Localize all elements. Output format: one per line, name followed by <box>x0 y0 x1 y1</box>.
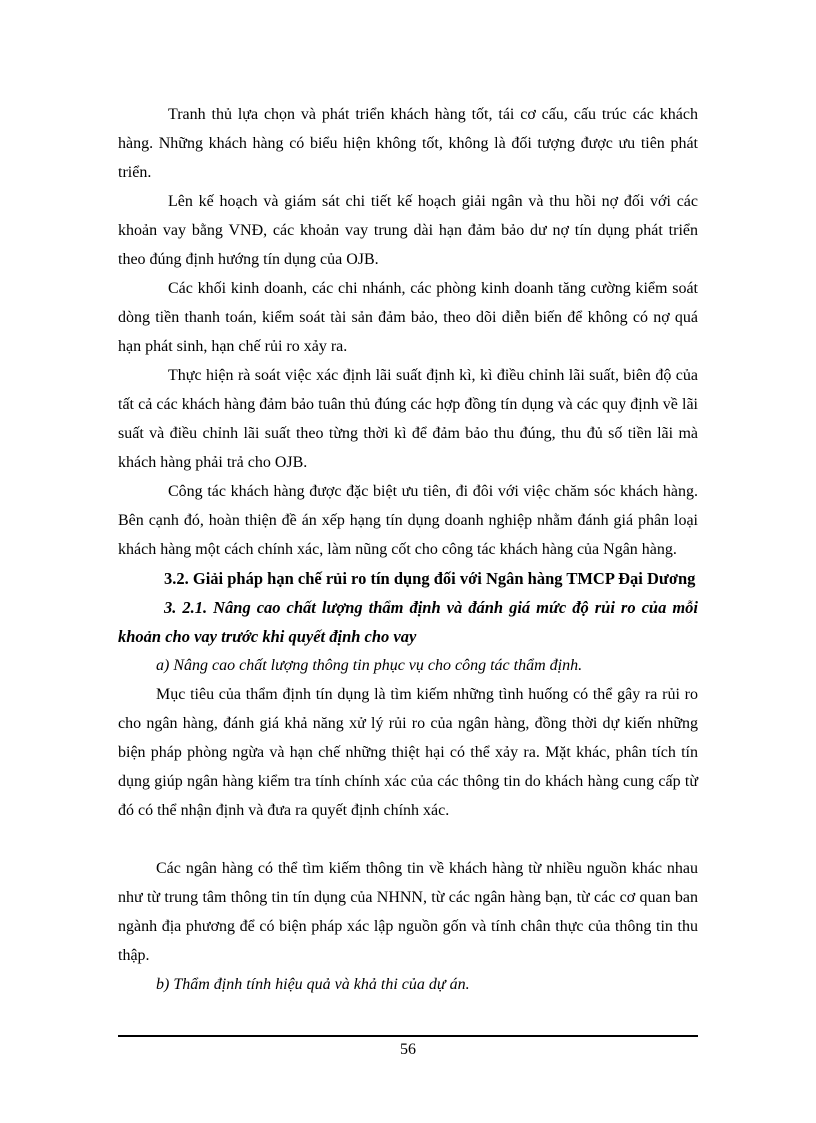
blank-line <box>118 825 698 854</box>
page-body <box>118 100 698 999</box>
item-a-heading: a) Nâng cao chất lượng thông tin phục vụ cho công tác thẩm định. <box>156 657 583 674</box>
paragraph-disbursement-plan: Lên kế hoạch và giám sát chi tiết kế hoạch giải ngân và thu hồi nợ đối với các khoản vay bằng VNĐ, các khoản vay trung dài hạn đảm bảo dư nợ tín dụng phát triển theo đúng định hướng tín dụng của OJB. <box>118 193 698 268</box>
paragraph-appraisal-goal: Mục tiêu của thẩm định tín dụng là tìm kiếm những tình huống có thể gây ra rủi ro cho ngân hàng, đánh giá khả năng xử lý rủi ro của ngân hàng, đồng thời dự kiến những biện pháp phòng ngừa và hạn chế những thiệt hại có thể xảy ra. Mặt khác, phân tích tín dụng giúp ngân hàng kiểm tra tính chính xác của các thông tin do khách hàng cung cấp từ đó có thể nhận định và đưa ra quyết định chính xác. <box>118 686 698 819</box>
paragraph-customer-care: Công tác khách hàng được đặc biệt ưu tiên, đi đôi với việc chăm sóc khách hàng. Bên cạnh đó, hoàn thiện đề án xếp hạng tín dụng doanh nghiệp nhằm đánh giá phân loại khách hàng một cách chính xác, làm nũng cốt cho công tác khách hàng của Ngân hàng. <box>118 483 698 558</box>
page-number: 56 <box>400 1041 416 1058</box>
subsection-heading: 3. 2.1. Nâng cao chất lượng thẩm định và đánh giá mức độ rủi ro của mỗi khoản cho vay trước khi quyết định cho vay <box>118 598 698 646</box>
paragraph-cashflow-control: Các khối kinh doanh, các chi nhánh, các phòng kinh doanh tăng cường kiểm soát dòng tiền thanh toán, kiểm soát tài sản đảm bảo, theo dõi diễn biến để không có nợ quá hạn phát sinh, hạn chế rủi ro xảy ra. <box>118 280 698 355</box>
item-b-heading: b) Thẩm định tính hiệu quả và khả thi của dự án. <box>156 976 470 993</box>
paragraph-information-sources: Các ngân hàng có thể tìm kiếm thông tin về khách hàng từ nhiều nguồn khác nhau như từ trung tâm thông tin tín dụng của NHNN, từ các ngân hàng bạn, từ các cơ quan ban ngành địa phương để có biện pháp xác lập nguồn gốn và tính chân thực của thông tin thu thập. <box>118 860 698 964</box>
paragraph-customer-selection: Tranh thủ lựa chọn và phát triển khách hàng tốt, tái cơ cấu, cấu trúc các khách hàng. Những khách hàng có biểu hiện không tốt, không là đối tượng được ưu tiên phát triển. <box>118 106 698 181</box>
section-heading: 3.2. Giải pháp hạn chế rủi ro tín dụng đối với Ngân hàng TMCP Đại Dương <box>164 569 696 588</box>
paragraph-interest-review: Thực hiện rà soát việc xác định lãi suất định kì, kì điều chỉnh lãi suất, biên độ của tất cả các khách hàng đảm bảo tuân thủ đúng các hợp đồng tín dụng và các quy định về lãi suất và điều chỉnh lãi suất theo từng thời kì để đảm bảo thu đúng, thu đủ số tiền lãi mà khách hàng phải trả cho OJB. <box>118 367 698 471</box>
footer-divider <box>118 1035 698 1037</box>
